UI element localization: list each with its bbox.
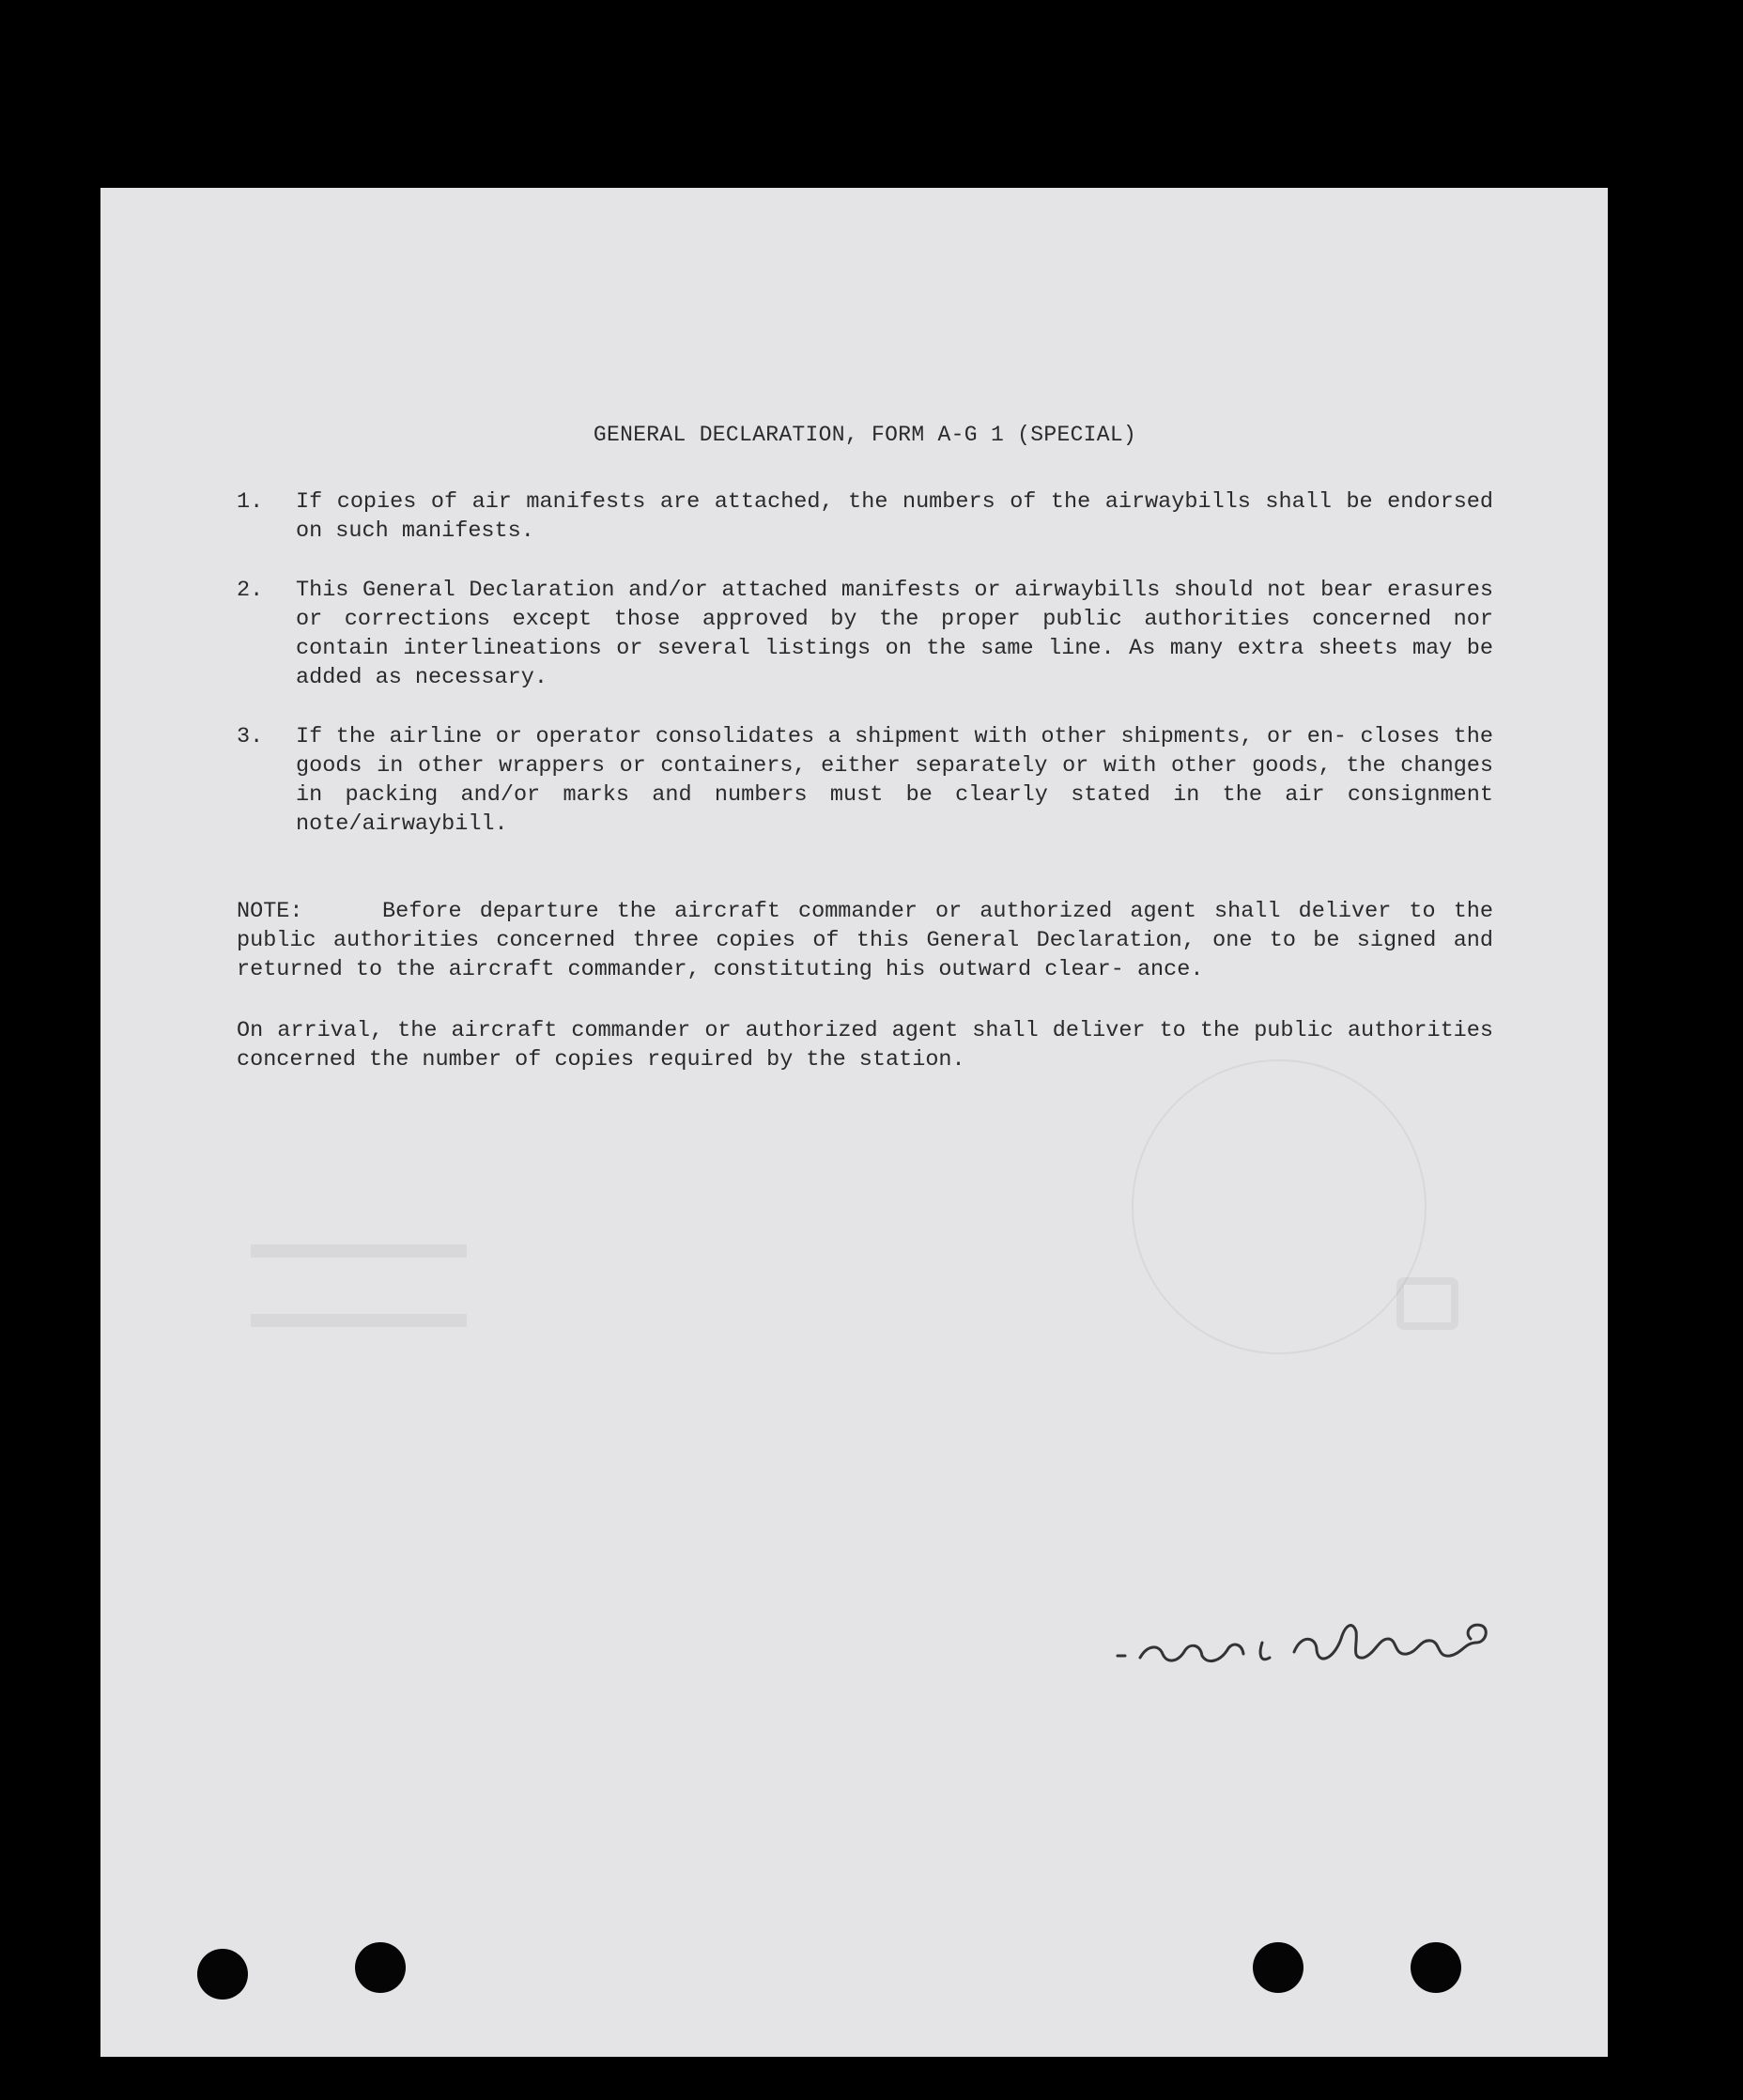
item-number: 1. — [237, 489, 264, 515]
faint-bleed-through-mark — [251, 1244, 467, 1327]
faint-bleed-through-mark — [1396, 1277, 1458, 1330]
item-text: If the airline or operator consolidates a shipment with other shipments, or en- closes the goods in other wrappers or containers, either separately or with other goods, the changes in packing and/or marks and numbers must be clearly stated in the air consignment note/airwaybill. — [296, 724, 1493, 837]
punch-hole — [1253, 1942, 1303, 1993]
faint-stamp-impression — [1132, 1059, 1427, 1354]
instruction-item-1 — [237, 487, 1493, 546]
punch-hole — [1411, 1942, 1461, 1993]
note-text: Before departure the aircraft commander or authorized agent shall deliver to the public authorities concerned three copies of this General Declaration, one to be signed and returned to the aircraft commander, constituting his outward clear- ance. — [237, 899, 1493, 982]
document-page — [100, 188, 1608, 2057]
item-number: 3. — [237, 724, 264, 749]
item-text: This General Declaration and/or attached manifests or airwaybills should not bear erasures or corrections except those approved by the proper public authorities concerned nor contain interlineations or several listings on the same line. As many extra sheets may be added as necessary. — [296, 578, 1493, 690]
punch-hole — [197, 1949, 248, 2000]
note-label: NOTE: — [237, 899, 303, 924]
punch-hole — [355, 1942, 406, 1993]
instruction-item-3 — [237, 722, 1493, 839]
item-number: 2. — [237, 578, 264, 603]
arrival-paragraph: On arrival, the aircraft commander or authorized agent shall deliver to the public authorities concerned the number of copies required by the station. — [237, 1018, 1493, 1073]
note-paragraph — [237, 897, 1493, 984]
handwritten-signature — [1110, 1611, 1514, 1686]
document-title: GENERAL DECLARATION, FORM A-G 1 (SPECIAL) — [593, 423, 1137, 447]
instruction-item-2 — [237, 576, 1493, 692]
document-content — [237, 421, 1493, 1074]
item-text: If copies of air manifests are attached, the numbers of the airwaybills shall be endorsed on such manifests. — [296, 489, 1493, 544]
